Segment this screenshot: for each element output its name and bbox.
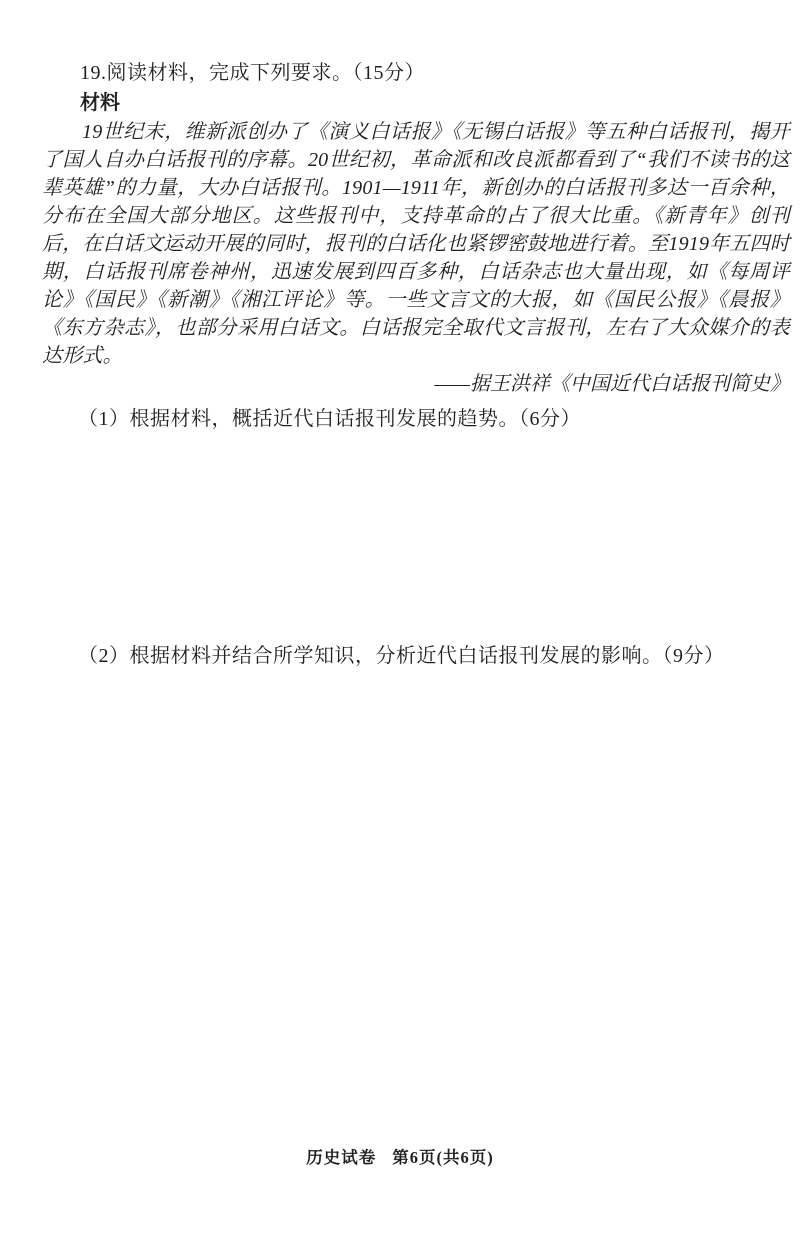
sub-question-1: （1）根据材料，概括近代白话报刊发展的趋势。（6分） (78, 408, 581, 430)
sub-question-2: （2）根据材料并结合所学知识，分析近代白话报刊发展的影响。（9分） (78, 645, 725, 667)
footer-page-indicator: 第6页(共6页) (392, 1148, 494, 1167)
page-footer (0, 1147, 800, 1169)
material-attribution: ——据王洪祥《中国近代白话报刊简史》 (434, 373, 790, 395)
material-paragraph: 19世纪末，维新派创办了《演义白话报》《无锡白话报》等五种白话报刊，揭开了国人自办白话报刊的序幕。20世纪初，革命派和改良派都看到了“我们不读书的这辈英雄”的力量，大办白话报刊。1901—1911年，新创办的白话报刊多达一百余种，分布在全国大部分地区。这些报刊中，支持革命的占了很大比重。《新青年》创刊后，在白话文运动开展的同时，报刊的白话化也紧锣密鼓地进行着。至1919年五四时期，白话报刊席卷神州，迅速发展到四百多种，白话杂志也大量出现，如《每周评论》《国民》《新潮》《湘江评论》等。一些文言文的大报，如《国民公报》《晨报》《东方杂志》，也部分采用白话文。白话报完全取代文言报刊，左右了大众媒介的表达形式。 (42, 121, 790, 367)
question-19-stem: 19.阅读材料，完成下列要求。（15分） (80, 62, 425, 84)
answer-space-1 (42, 434, 790, 635)
footer-doc-title: 历史试卷 (306, 1148, 377, 1167)
material-label: 材料 (80, 92, 120, 114)
question-19-block (42, 58, 790, 671)
